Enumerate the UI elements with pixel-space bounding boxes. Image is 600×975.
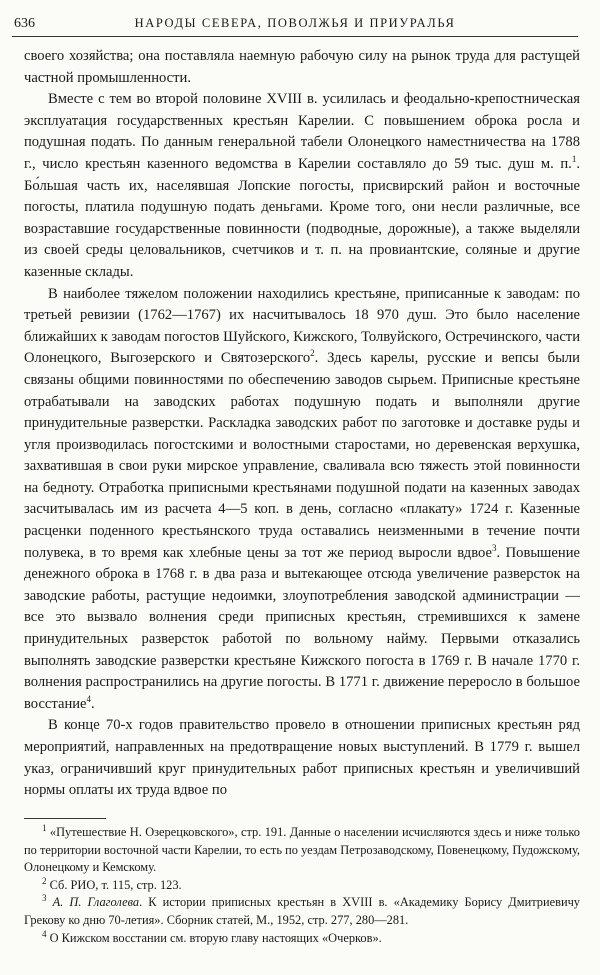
paragraph-2: Вместе с тем во второй половине XVIII в. усилилась и феодально-крепостническая эксплуатация государственных крестьян Карелии. С повышением оброка росла и подушная подать. По данным генеральной табели Олонецкого наместничества на 1788 г., число крестьян казенного ведомства в Карелии составляло до 59 тыс. душ м. п.$^1$. Бо́льшая часть их, населявшая Лопские погосты, присвирский район и восточные погосты, платила подушную подать деньгами. Кроме того, они несли различные, все возраставшие государственные повинности (подводные, дорожные), а также выделяли из своей среды целовальников, счетчиков и т. п. на провиантские, соляные и другие казенные склады. <box>24 91 580 280</box>
paragraph-1: своего хозяйства; она поставляла наемную рабочую силу на рынок труда для растущей частной промышленности. <box>24 48 580 86</box>
footnote-1: $^1$ «Путешествие Н. Озерецковского», стр. 191. Данные о населении исчисляются здесь и ниже только по территории восточной части Карелии, то есть по уездам Петрозаводскому, Повенецкому, Пудожскому, Олонецкому и Кемскому. <box>24 822 580 875</box>
footnote-divider <box>24 818 106 819</box>
running-title: НАРОДЫ СЕВЕРА, ПОВОЛЖЬЯ И ПРИУРАЛЬЯ <box>134 16 456 30</box>
footnote-author: А. П. Глаголева <box>52 895 140 910</box>
footnote-ref-3: 3 <box>491 542 497 553</box>
footnotes <box>24 824 580 947</box>
main-text <box>24 46 580 802</box>
footnote-ref-2: 2 <box>310 348 315 359</box>
footnote-ref-1: 1 <box>571 154 577 165</box>
running-header <box>12 14 578 37</box>
page-number: 636 <box>14 16 35 31</box>
footnote-2: $^2$ Сб. РИО, т. 115, стр. 123. <box>42 875 182 892</box>
paragraph-4: В конце 70-х годов правительство провело в отношении приписных крестьян ряд мероприятий, направленных на предотвращение новых выступлений. В 1779 г. вышел указ, ограничивший круг принудительных работ приписных крестьян и увеличивший нормы оплаты их труда вдвое по <box>24 717 580 799</box>
footnote-4: $^4$ О Кижском восстании см. вторую главу настоящих «Очерков». <box>42 928 382 945</box>
footnote-ref-4: 4 <box>86 693 92 704</box>
footnote-3: $^3$ А. П. Глаголева. К истории приписных крестьян в XVIII в. «Академику Борису Дмитриевичу Грекову ко дню 70-летия». Сборник статей, М., 1952, стр. 277, 280—281. <box>24 893 580 927</box>
paragraph-3: В наиболее тяжелом положении находились крестьяне, приписанные к заводам: по третьей ревизии (1762—1767) их насчитывалось 18 970 душ. Это было население ближайших к заводам погостов Шуйского, Кижского, Толвуйского, Остречинского, части Олонецкого, Выгозерского и Святозерского$^2$. Здесь карелы, русские и вепсы были связаны общими повинностями по обеспечению заводов сырьем. Приписные крестьяне отрабатывали на заводских работах подушную подать и выполняли другие принудительные разверстки. Раскладка заводских работ по заготовке и доставке руды и угля производилась погостскими и волостными старостами, но деревенская верхушка, захватившая в свои руки мирское управление, сваливала всю тяжесть этой повинности на бедноту. Отработка приписными крестьянами подушной подати на казенных заводах засчитывалась им из расчета 4—5 коп. в день, согласно «плакату» 1724 г. Казенные расценки поденного крестьянского труда оставались неизменными в течение почти полувека, в то время как хлебные цены за тот же период выросли вдвое$^3$. Повышение денежного оброка в 1768 г. в два раза и вытекающее отсюда увеличение разверсток на заводские работы, растущие недоимки, злоупотребления заводской администрации — все это вызвало волнения среди приписных крестьян, стремившихся к замене принудительных разверсток работой по вольному найму. Первыми отказались выполнять заводские разверстки крестьяне Кижского погоста в 1769 г. В начале 1770 г. волнения распространились на другие погосты. В 1771 г. движение переросло в большое восстание$^4$. <box>24 285 580 712</box>
